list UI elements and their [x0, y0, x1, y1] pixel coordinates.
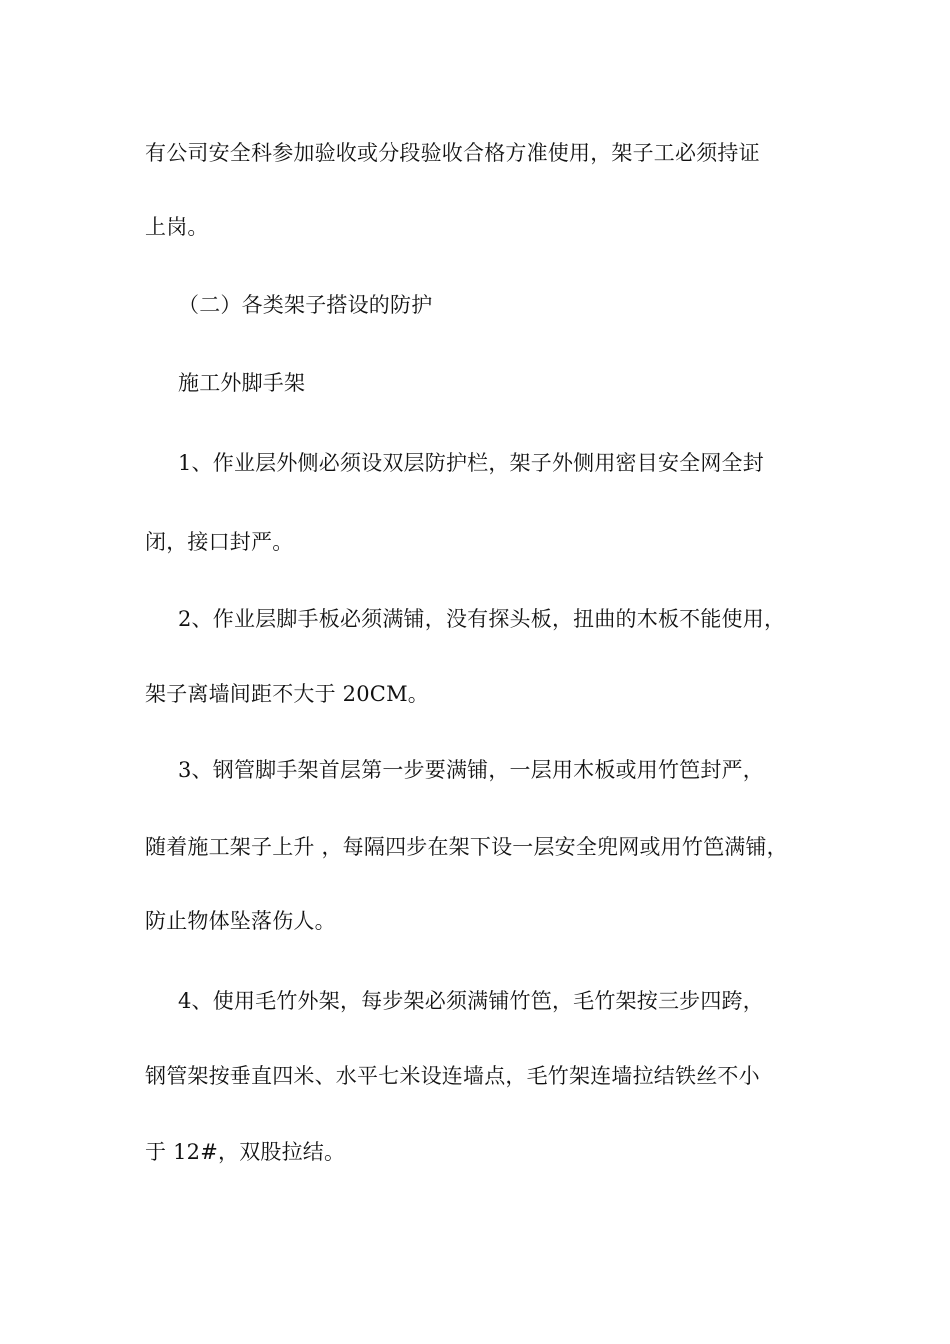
paragraph-line: 有公司安全科参加验收或分段验收合格方准使用，架子工必须持证 — [145, 141, 760, 165]
paragraph-line: 架子离墙间距不大于 20CM。 — [145, 682, 429, 706]
paragraph-line: 上岗。 — [145, 215, 209, 239]
paragraph-line: 防止物体坠落伤人。 — [145, 909, 336, 933]
subsection-heading: 施工外脚手架 — [178, 371, 306, 395]
paragraph-line: 1、作业层外侧必须设双层防护栏，架子外侧用密目安全网全封 — [178, 451, 764, 475]
paragraph-line: 随着施工架子上升 ，每隔四步在架下设一层安全兜网或用竹笆满铺， — [145, 835, 788, 859]
paragraph-line: 4、使用毛竹外架，每步架必须满铺竹笆，毛竹架按三步四跨， — [178, 989, 764, 1013]
paragraph-line: 3、钢管脚手架首层第一步要满铺，一层用木板或用竹笆封严， — [178, 758, 764, 782]
paragraph-line: 钢管架按垂直四米、水平七米设连墙点，毛竹架连墙拉结铁丝不小 — [145, 1064, 760, 1088]
section-heading: （二）各类架子搭设的防护 — [178, 293, 433, 317]
paragraph-line: 2、作业层脚手板必须满铺，没有探头板，扭曲的木板不能使用， — [178, 607, 786, 631]
paragraph-line: 闭，接口封严。 — [145, 530, 294, 554]
paragraph-line: 于 12#，双股拉结。 — [145, 1140, 346, 1164]
